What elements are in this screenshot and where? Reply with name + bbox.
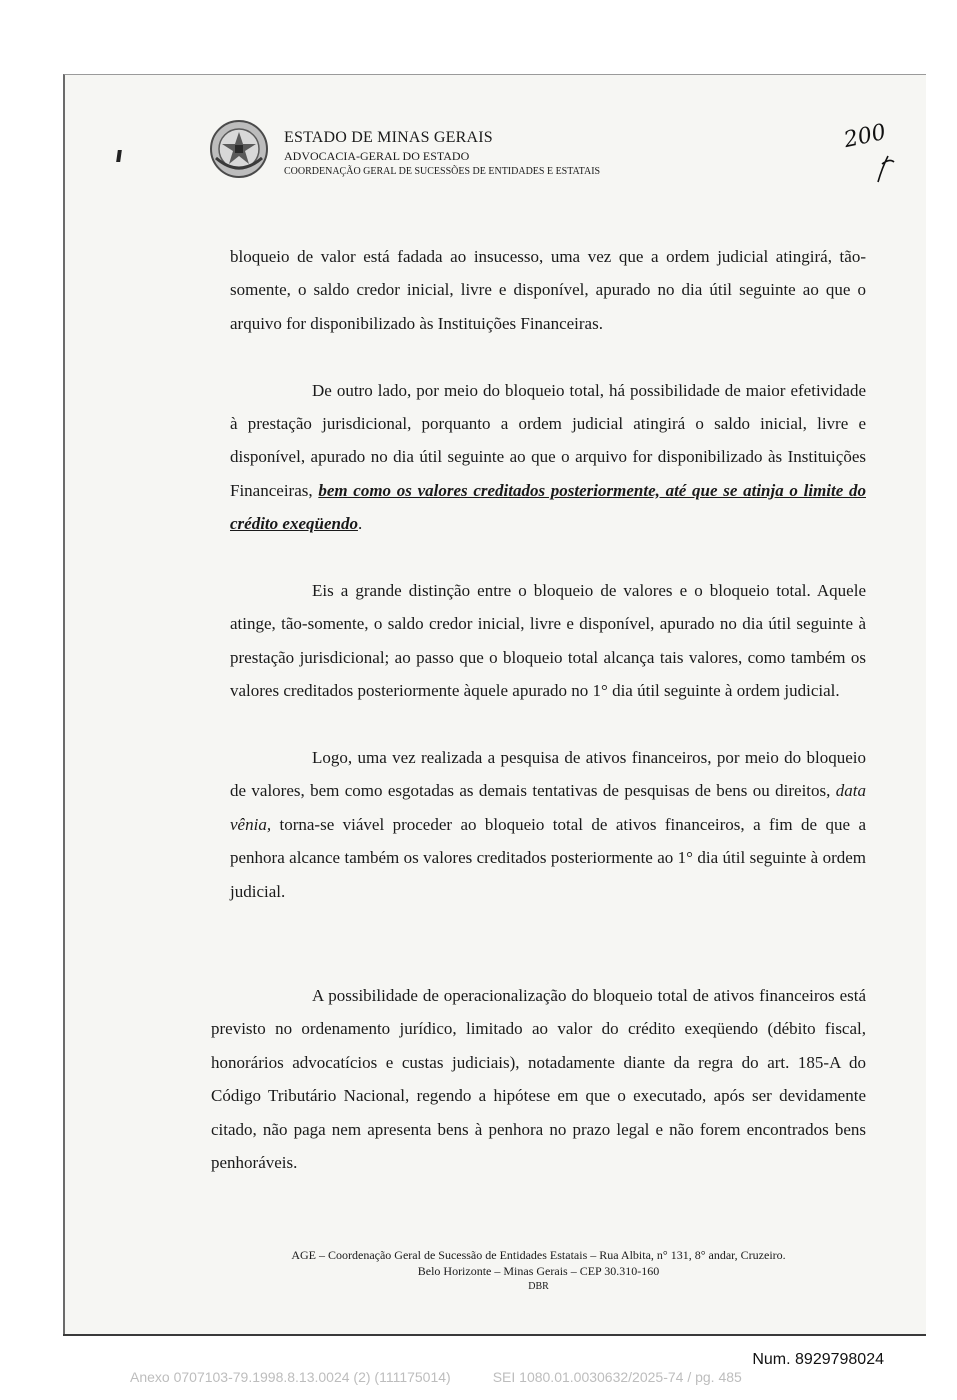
paragraph-4	[230, 741, 866, 908]
agency-name: ADVOCACIA-GERAL DO ESTADO	[284, 149, 470, 163]
footer-initials: DBR	[528, 1281, 549, 1292]
paragraph-2-text: De outro lado, por meio do bloqueio total, há possibilidade de maior efetividade à prestação jurisdicional, porquanto a ordem judicial atingirá o saldo inicial, livre e disponível, apurado no dia útil seguinte ao que o arquivo for disponibilizado às Instituições Financeiras,	[230, 380, 866, 500]
annex-reference: Anexo 0707103-79.1998.8.13.0024 (2) (111175014)	[130, 1369, 451, 1385]
document-body	[230, 240, 866, 941]
paragraph-4-text-a: Logo, uma vez realizada a pesquisa de ativos financeiros, por meio do bloqueio de valores, bem como esgotadas as demais tentativas de pesquisas de bens ou direitos,	[230, 748, 866, 801]
page-bottom-edge	[63, 1334, 926, 1336]
document-body-wide	[211, 979, 866, 1179]
handwritten-number: 200	[841, 119, 889, 154]
paragraph-2-emphasis: bem como os valores creditados posteriormente, até que se atinja o limite do crédito exeqüendo	[230, 480, 866, 534]
footer-city: Belo Horizonte – Minas Gerais – CEP 30.310-160	[417, 1264, 660, 1278]
paragraph-1: bloqueio de valor está fadada ao insucesso, uma vez que a ordem judicial atingirá, tão-somente, o saldo credor inicial, livre e disponível, apurado no dia útil seguinte ao que o arquivo for disponibilizado às Instituições Financeiras.	[230, 247, 866, 333]
paragraph-5: A possibilidade de operacionalização do bloqueio total de ativos financeiros está previsto no ordenamento jurídico, limitado ao valor do crédito exeqüendo (débito fiscal, honorários advocatícios e custas judiciais), notadamente diante da regra do art. 185-A do Código Tributário Nacional, regendo a hipótese em que o executado, após ser devidamente citado, não paga nem apresenta bens à penhora no prazo legal e não forem encontrados bens penhoráveis.	[211, 986, 866, 1173]
footer-address: AGE – Coordenação Geral de Sucessão de Entidades Estatais – Rua Albita, n° 131, 8° andar, Cruzeiro.	[291, 1248, 786, 1262]
page-footer	[211, 1247, 866, 1295]
state-seal-icon	[208, 118, 270, 180]
paragraph-4-text-b: torna-se viável proceder ao bloqueio total de ativos financeiros, a fim de que a penhora alcance também os valores creditados posteriormente ao 1° dia útil seguinte à ordem judicial.	[230, 814, 866, 901]
annex-stamp	[130, 1369, 830, 1385]
handwritten-initial-icon	[842, 118, 902, 188]
state-name: ESTADO DE MINAS GERAIS	[284, 129, 493, 146]
department-name: COORDENAÇÃO GERAL DE SUCESSÕES DE ENTIDADES E ESTATAIS	[284, 166, 601, 177]
letterhead	[208, 118, 728, 188]
paragraph-3: Eis a grande distinção entre o bloqueio de valores e o bloqueio total. Aquele atinge, tão-somente, o saldo credor inicial, livre e disponível, apurado no dia útil seguinte à prestação jurisdicional; ao passo que o bloqueio total alcança tais valores, como também os valores creditados posteriormente àquele apurado no 1° dia útil seguinte à ordem judicial.	[230, 581, 866, 701]
sei-reference: SEI 1080.01.0030632/2025-74 / pg. 485	[492, 1369, 742, 1385]
paragraph-4-italic: data vênia,	[230, 781, 866, 834]
paragraph-2	[230, 374, 866, 541]
paragraph-2-end: .	[357, 514, 363, 534]
handwritten-page-number	[842, 118, 902, 188]
document-number: Num. 8929798024	[752, 1351, 884, 1368]
